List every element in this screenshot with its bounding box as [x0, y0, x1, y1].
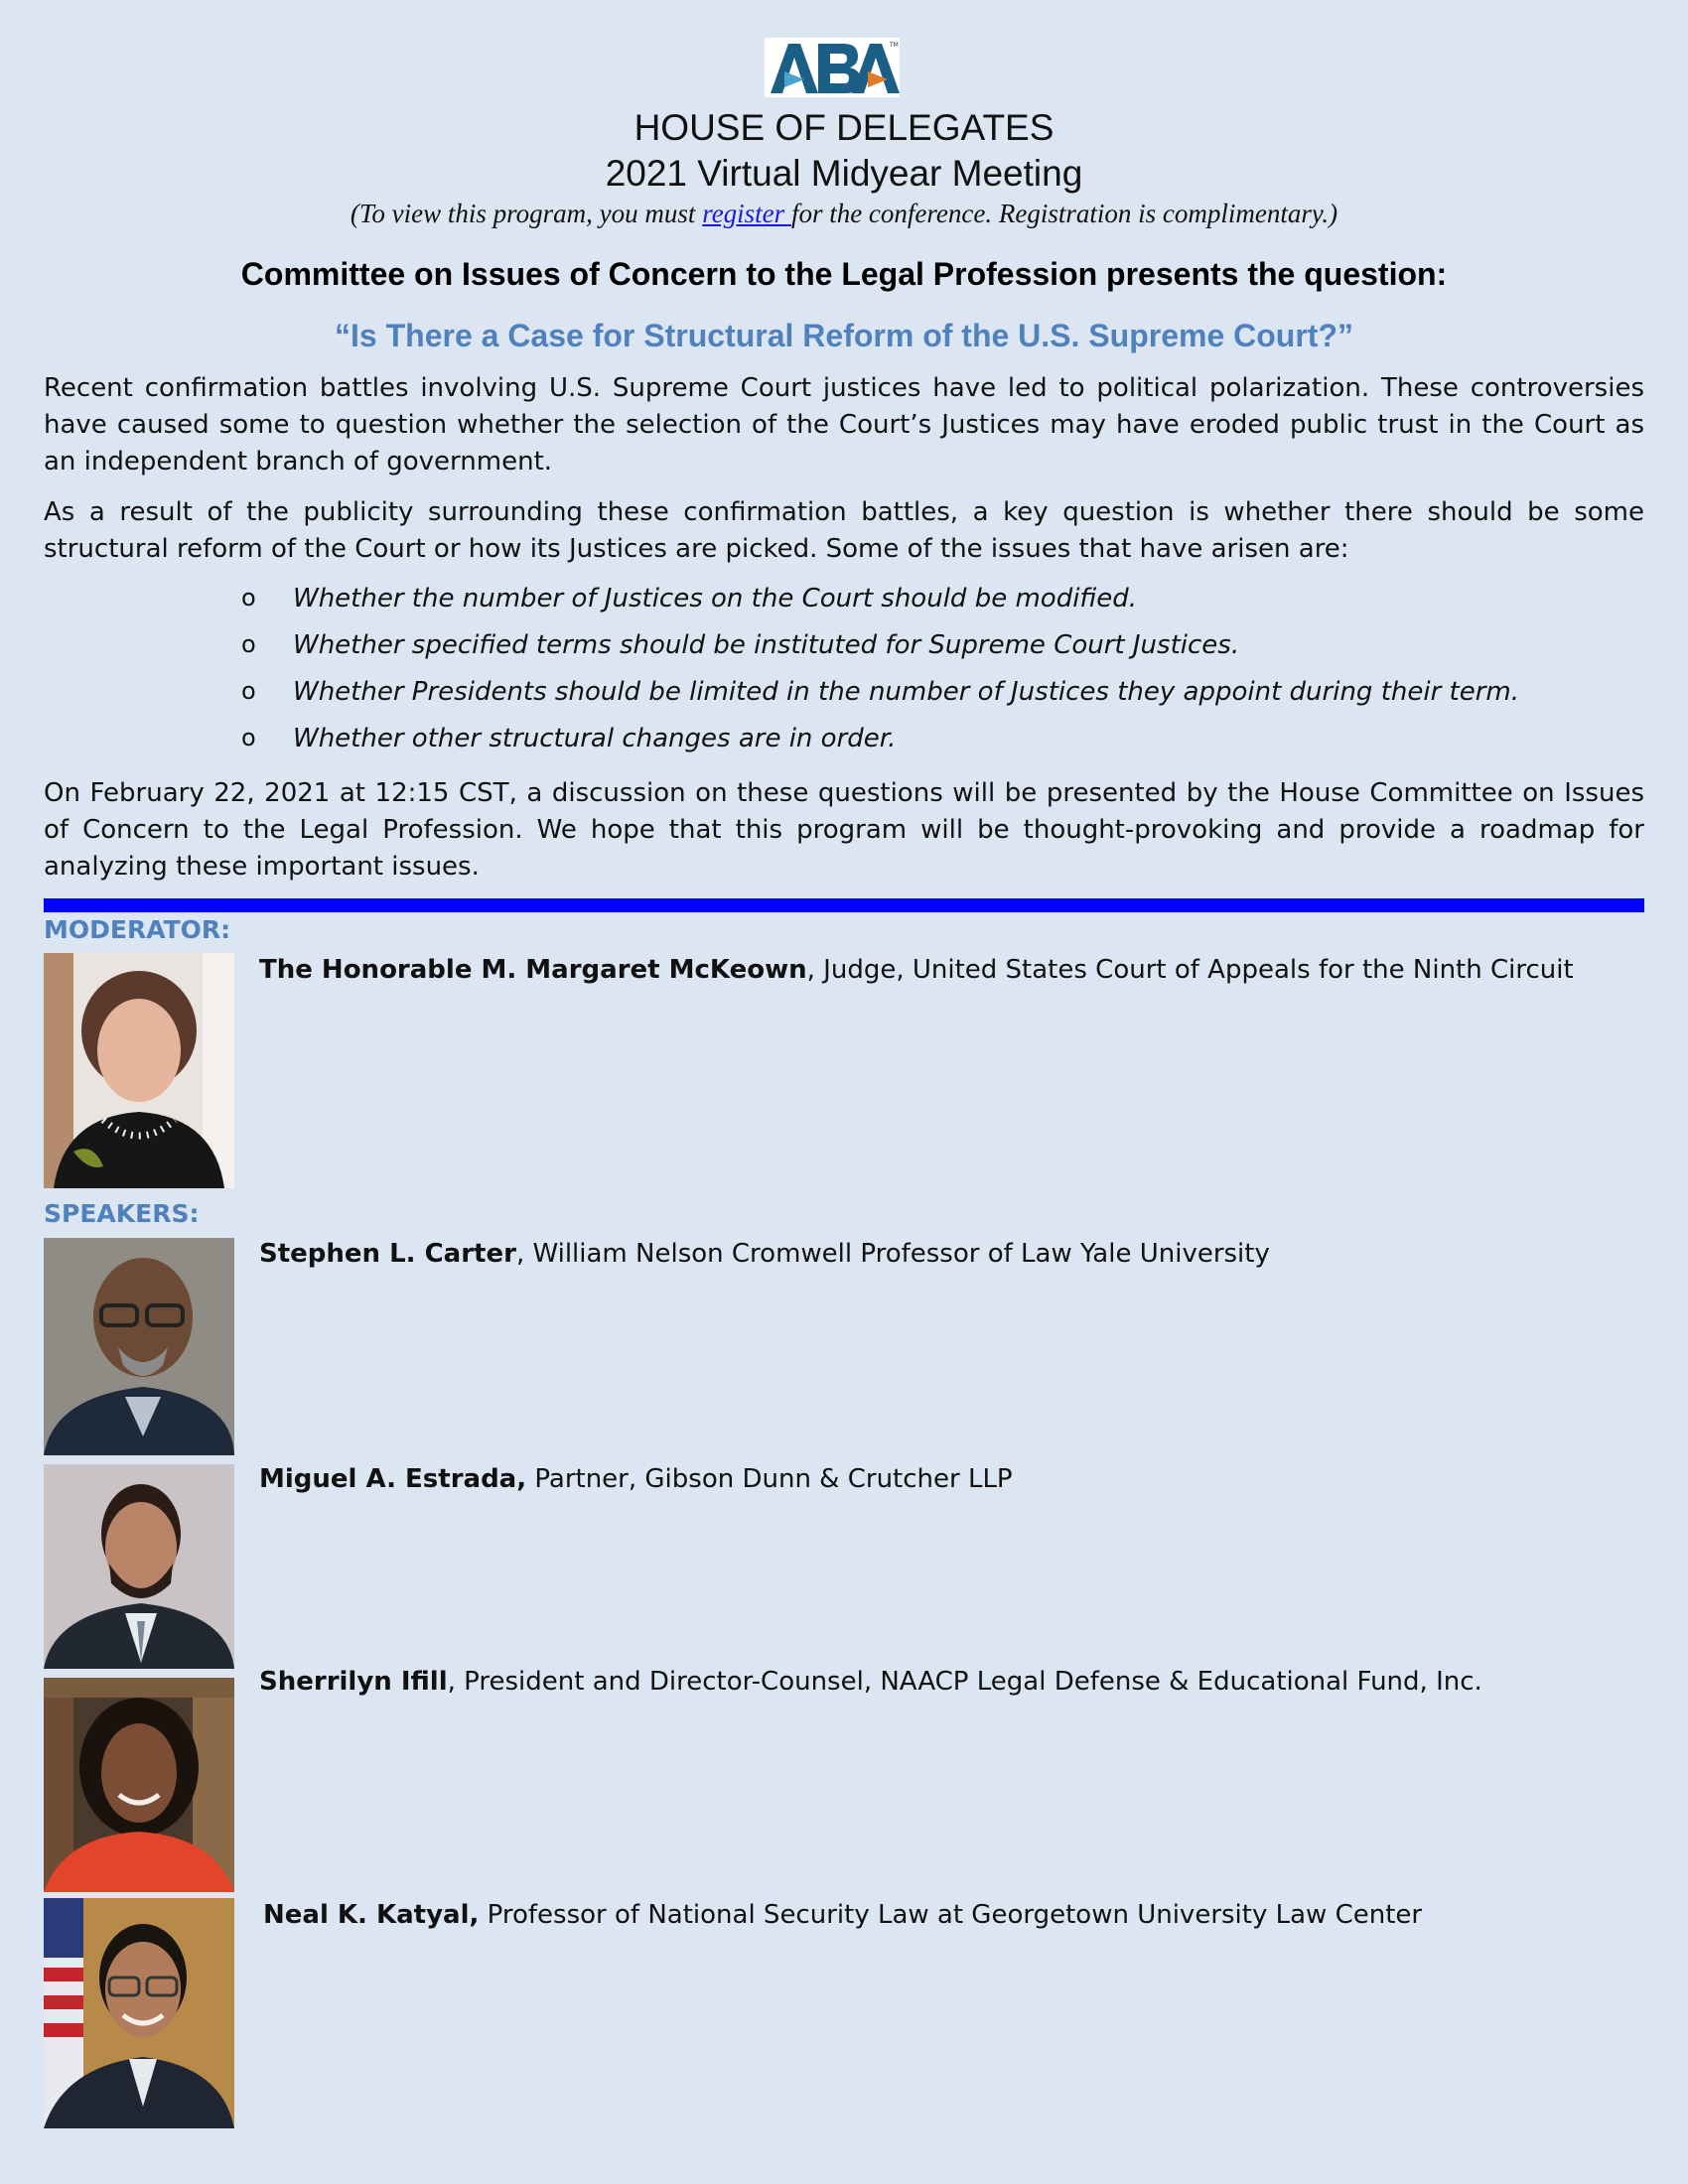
portrait-icon: [44, 953, 234, 1188]
bullet-mark: o: [241, 630, 256, 658]
portrait-icon: [44, 1464, 234, 1669]
list-item: [0, 677, 1688, 717]
speaker-entry: [259, 1239, 1270, 1269]
moderator-entry: [259, 955, 1574, 985]
speaker-photo: [44, 1464, 234, 1669]
bullet-mark: o: [241, 584, 256, 612]
portrait-icon: [44, 1678, 234, 1892]
meeting-title: 2021 Virtual Midyear Meeting: [605, 153, 1083, 194]
list-item-text: Whether specified terms should be instituted for Supreme Court Justices.: [293, 630, 1240, 660]
bullet-mark: o: [241, 677, 256, 705]
list-item-text: Whether the number of Justices on the Court should be modified.: [293, 584, 1137, 614]
speaker-entry: [259, 1464, 1013, 1494]
speaker-name: Sherrilyn Ifill: [259, 1667, 448, 1697]
speaker-entry: [263, 1900, 1422, 1930]
moderator-name: The Honorable M. Margaret McKeown: [259, 955, 807, 985]
speaker-title: Partner, Gibson Dunn & Crutcher LLP: [526, 1464, 1013, 1494]
speaker-title: , William Nelson Cromwell Professor of Law Yale University: [515, 1239, 1270, 1269]
program-question: “Is There a Case for Structural Reform of the U.S. Supreme Court?”: [335, 318, 1353, 353]
speaker-photo: [44, 1678, 234, 1892]
registration-note: [0, 199, 1688, 229]
speaker-photo: [44, 1898, 234, 2128]
registration-note-prefix: (To view this program, you must: [350, 199, 703, 228]
register-link[interactable]: register: [702, 199, 791, 228]
issues-paragraph: As a result of the publicity surrounding these confirmation battles, a key question is whether there should be some structural reform of the Court or how its Justices are picked. Some of the issues that have arisen are:: [44, 497, 1644, 564]
aba-logo: [765, 38, 900, 97]
speaker-title: , President and Director-Counsel, NAACP Legal Defense & Educational Fund, Inc.: [447, 1667, 1482, 1697]
portrait-icon: [44, 1238, 234, 1455]
bullet-mark: o: [241, 724, 256, 751]
speaker-name: Miguel A. Estrada,: [259, 1464, 527, 1494]
moderator-label: MODERATOR:: [44, 915, 231, 944]
section-divider: [44, 898, 1644, 912]
aba-logo-icon: [765, 38, 900, 97]
list-item: [0, 724, 1688, 763]
registration-note-suffix: for the conference. Registration is complimentary.): [790, 199, 1338, 228]
speaker-photo: [44, 1238, 234, 1455]
speaker-entry: [259, 1667, 1482, 1697]
speaker-title: Professor of National Security Law at Georgetown University Law Center: [479, 1900, 1423, 1930]
list-item: [0, 584, 1688, 623]
committee-heading: Committee on Issues of Concern to the Legal Profession presents the question:: [240, 256, 1448, 292]
list-item-text: Whether other structural changes are in order.: [293, 724, 897, 753]
moderator-photo: [44, 953, 234, 1188]
list-item-text: Whether Presidents should be limited in the number of Justices they appoint during their term.: [293, 677, 1520, 707]
portrait-icon: [44, 1898, 234, 2128]
event-paragraph: On February 22, 2021 at 12:15 CST, a discussion on these questions will be presented by the House Committee on Issues of Concern to the Legal Profession. We hope that this program will be thought-provoking and provide a roadmap for analyzing these important issues.: [44, 778, 1644, 882]
svg-text:TM: TM: [890, 42, 899, 49]
moderator-title: , Judge, United States Court of Appeals for the Ninth Circuit: [806, 955, 1574, 985]
speaker-name: Neal K. Katyal,: [263, 1900, 480, 1930]
intro-paragraph: Recent confirmation battles involving U.S. Supreme Court justices have led to political polarization. These controversies have caused some to question whether the selection of the Court’s Justices may have eroded public trust in the Court as an independent branch of government.: [44, 373, 1644, 477]
speakers-label: SPEAKERS:: [44, 1199, 200, 1228]
list-item: [0, 630, 1688, 670]
page-title: HOUSE OF DELEGATES: [633, 107, 1055, 148]
speaker-name: Stephen L. Carter: [259, 1239, 516, 1269]
